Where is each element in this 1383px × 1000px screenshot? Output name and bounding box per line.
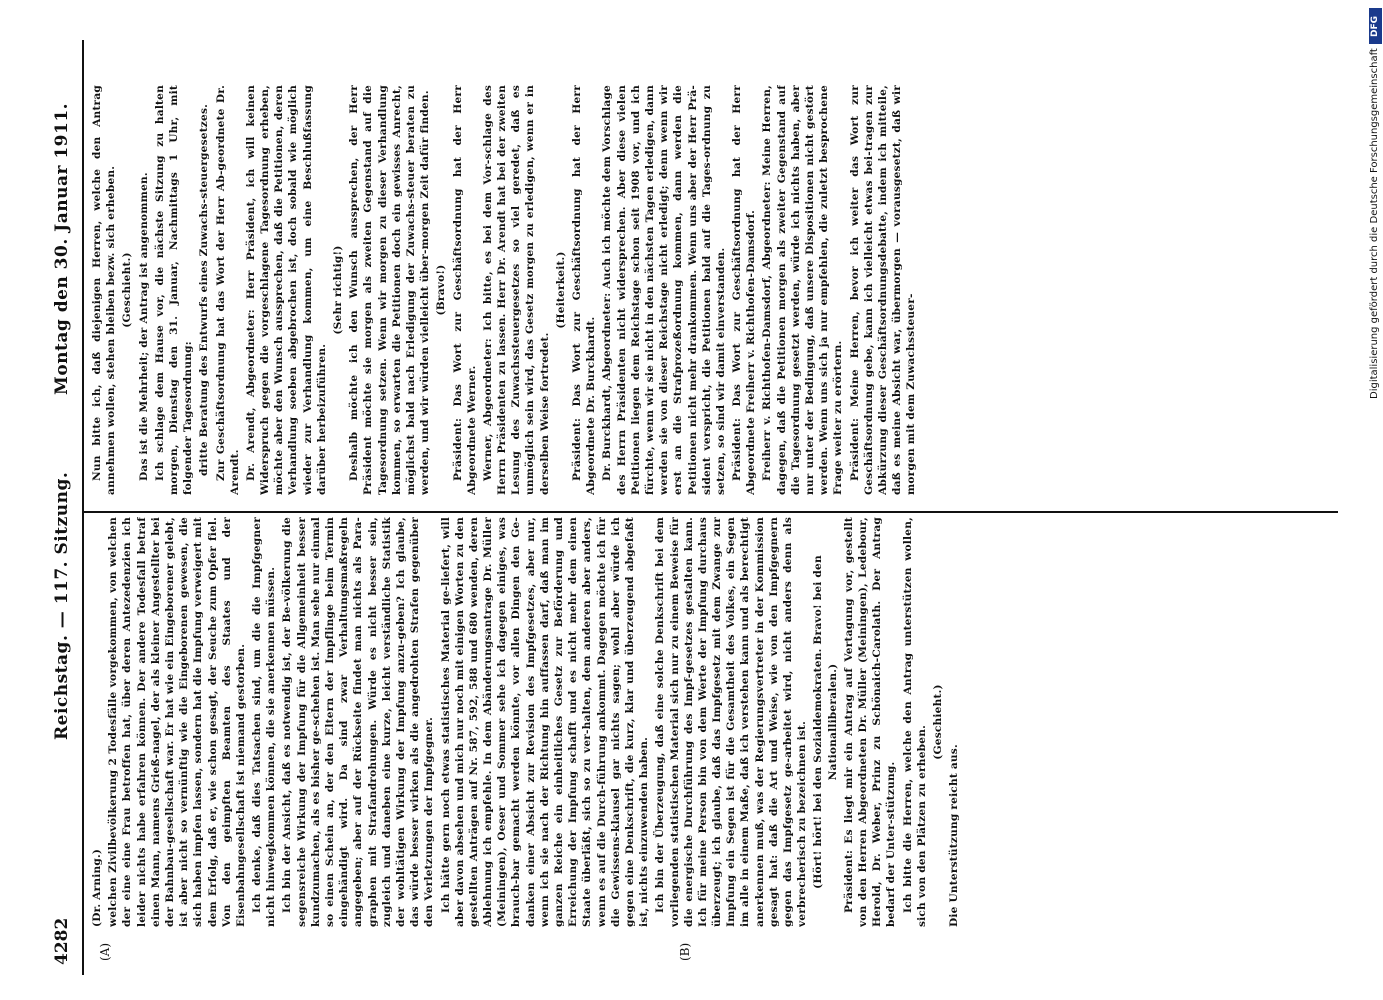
- paragraph: Zur Geschäftsordnung hat das Wort der Herr Ab-geordnete Dr. Arendt.: [214, 85, 241, 495]
- paragraph: Präsident: Meine Herren, bevor ich weiter das Wort zur Geschäftsordnung gebe, kann ich vielleicht etwas bei-tragen zur Abkürzung dieser Geschäftsordnungsdebatte, indem ich mitteile, daß es meine Absicht war, übermorgen — vorausgesetzt, daß wir morgen mit dem Zuwachssteuer-: [848, 85, 918, 495]
- right-column: [90, 85, 1330, 495]
- interjection: (Bravo!): [435, 264, 448, 316]
- dfg-logo: DFG: [1369, 8, 1382, 44]
- digitization-credit: Digitalisierung gefördert durch die Deutsche Forschungsgemeinschaft: [1369, 48, 1380, 399]
- interjection: (Geschieht.): [931, 684, 944, 760]
- paragraph: Die Unterstützung reicht aus.: [948, 744, 961, 927]
- margin-marker-b: (B): [678, 942, 692, 961]
- header-rule: [82, 40, 84, 975]
- margin-marker-a: (A): [98, 942, 112, 961]
- agenda-item: dritte Beratung des Entwurfs eines Zuwachs-steuergesetzes.: [198, 104, 211, 477]
- interjection: (Geschieht.): [121, 252, 134, 328]
- paragraph: Ich bin der Ansicht, daß es notwendig ist, der Be-völkerung die segensreiche Wirkung der Impfung für die Allgemeinheit besser kundzumachen, als es bisher ge-schehen ist. Man sehe nur einmal so einen Schein an, der den Eltern der Impflinge beim Termin eingehändigt wird. Da sind zwar Verhaltungsmaßregeln angegeben; aber auf der Rückseite findet man nichts als Para-graphen mit Strafandrohungen. Würde es nicht besser sein, zugleich und daneben eine kurze, leicht verständliche Statistik der wohltätigen Wirkung der Impfung anzu-geben? Ich glaube, das würde besser wirken als die angedrohten Strafen gegenüber den Verletzungen der Impfgegner.: [281, 517, 436, 927]
- left-column: [90, 517, 1330, 927]
- interjection: (Heiterkeit.): [554, 251, 567, 329]
- paragraph: Präsident: Das Wort zur Geschäftsordnung hat der Herr Abgeordnete Freiherr v. Richthofen-Damsdorf.: [731, 85, 758, 495]
- paragraph: Dr. Burckhardt, Abgeordneter: Auch ich möchte dem Vorschlage des Herrn Präsidenten nicht widersprechen. Aber diese vielen Petitionen liegen dem Reichstage schon seit 1908 vor, und ich fürchte, wenn wir sie nicht in den nächsten Tagen erledigen, dann werden sie von dieser Reichstage nicht erledigt; denn wenn wir erst an die Strafprozeßordnung kommen, dann werden die Petitionen nicht mehr drankommen. Wenn uns aber der Herr Prä-sident verspricht, die Petitionen bald auf die Tages-ordnung zu setzen, so sind wir damit einverstanden.: [601, 85, 727, 495]
- paragraph: Präsident: Es liegt mir ein Antrag auf Vertagung vor, gestellt von den Herren Abgeordneten Dr. Müller (Meiningen), Ledebour, Herold, Dr. Weber, Prinz zu Schönaich-Carolath. Der Antrag bedarf der Unter-stützung.: [842, 517, 898, 927]
- paragraph: Ich bin der Überzeugung, daß eine solche Denkschrift bei dem vorliegenden statistischen Material sich nur zu einem Beweise für die energische Durchführung des Impf-gesetzes gestalten kann. Ich für meine Person bin von dem Werte der Impfung durchaus überzeugt; ich glaube, daß das Impfgesetz mit dem Zwange zur Impfung ein Segen ist für die Gesamtheit des Volkes, ein Segen im alle in einem Maße, daß ich verstehen kann und als berechtigt anerkennen muß, was der Regierungsvertreter in der Kommission gesagt hat: daß die Art und Weise, wie von den Impfgegnern gegen das Impfgesetz ge-arbeitet wird, nicht anders denn als verbrecherisch zu bezeichnen ist.: [654, 517, 809, 927]
- page-number: 4282: [52, 917, 72, 965]
- paragraph: Ich hätte gern noch etwas statistisches Material ge-liefert, will aber davon absehen und mich nur noch mit einigen Worten zu den gestellten Anträgen auf Nr. 587, 592, 588 und 680 wenden, deren Ablehnung ich empfehle. In dem Abänderungsantrage Dr. Müller (Meiningen), Oeser und Sommer sehe ich dagegen einiges, was brauch-bar gemacht werden könnte, vor allen Dingen den Ge-danken einer Absicht zur Revision des Impfgesetzes, aber nur, wenn ich sie nach der Richtung hin auffassen darf, daß man im ganzen Reiche ein einheitliches Gesetz zur Beförderung und Erreichung der Impfung schafft und es nicht mehr dem einen Staate überläßt, sich so zu ver-halten, dem anderen aber anders, wenn es auf die Durch-führung ankommt. Dagegen möchte ich für die Gewissens-klausel gar nichts sagen; wohl aber würde ich gegen eine Denkschrift, die kurz, klar und überzeugend abgefaßt ist, nichts einzuwenden haben.: [439, 517, 651, 927]
- paragraph: Deshalb möchte ich den Wunsch aussprechen, der Herr Präsident möchte sie morgen als zweiten Gegenstand auf die Tagesordnung setzen. Wenn wir morgen zu dieser Verhandlung kommen, so erwarten die Petitionen doch ein gewisses Anrecht, möglichst bald nach Erledigung der Zuwachs-steuer beraten zu werden, und wir würden vielleicht über-morgen Zeit dafür finden.: [348, 85, 432, 495]
- paragraph: Ich denke, daß dies Tatsachen sind, um die die Impfgegner nicht hinwegkommen können, die sie anerkennen müssen.: [251, 517, 278, 927]
- paragraph: Präsident: Das Wort zur Geschäftsordnung hat der Herr Abgeordnete Werner.: [451, 85, 478, 495]
- session-date: Montag den 30. Januar 1911.: [52, 102, 72, 395]
- paragraph: welchen Zivilbevölkerung 2 Todesfälle vorgekommen, von welchen der eine eine Frau betroffen hat, über deren Antezedenzien ich leider nichts habe erfahren können. Der andere Todesfall betraf einen Mann, namens Grieß-nagel, der als kleiner Angestellter bei der Bahnbau-gesellschaft war. Er hat wie ein Eingeborener gelebt, ist aber nicht so vernünftig wie die Eingeborenen gewesen, die sich haben impfen lassen, sondern hat die Impfung verweigert mit dem Erfolg, daß er, wie schon gesagt, der Seuche zum Opfer fiel. Von den geimpften Beamten des Staates und der Eisenbahngesellschaft ist niemand gestorben.: [107, 517, 247, 927]
- paragraph: Dr. Arendt, Abgeordneter: Herr Präsident, ich will keinen Widerspruch gegen die vorgeschlagene Tagesordnung erheben, möchte aber den Wunsch aussprechen, daß die Petitionen, deren Verhandlung soeben abgebrochen ist, doch sobald wie möglich wieder zur Verhandlung kommen, um eine Beschlußfassung darüber herbeizuführen.: [244, 85, 328, 495]
- paragraph: Das ist die Mehrheit; der Antrag ist angenommen.: [137, 172, 150, 481]
- paragraph: Werner, Abgeordneter: Ich bitte, es bei dem Vor-schlage des Herrn Präsidenten zu lassen. Herr Dr. Arendt hat bei der zweiten Lesung des Zuwachssteuergesetzes so viel geredet, daß es unmöglich sein wird, das Gesetz morgen zu erledigen, wenn er in derselben Weise fortredet.: [481, 85, 551, 495]
- interjection: (Hört! hört! bei den Sozialdemokraten. Bravo! bei den Nationalliberalen.): [812, 555, 839, 889]
- interjection: (Sehr richtig!): [332, 245, 344, 335]
- session-title: Reichstag. — 117. Sitzung.: [52, 471, 72, 740]
- paragraph: Ich schlage dem Hause vor, die nächste Sitzung zu halten morgen, Dienstag den 31. Januar, Nachmittags 1 Uhr, mit folgender Tagesordnung:: [153, 85, 195, 495]
- paragraph: Nun bitte ich, daß diejenigen Herren, welche den Antrag annehmen wollen, stehen bleiben bezw. sich erheben.: [91, 85, 118, 495]
- paragraph: Präsident: Das Wort zur Geschäftsordnung hat der Herr Abgeordnete Dr. Burckhardt.: [571, 85, 598, 495]
- page-header: [38, 40, 84, 975]
- paragraph: Freiherr v. Richthofen-Damsdorf, Abgeordneter: Meine Herren, dagegen, daß die Petitionen morgen als zweiter Gegenstand auf die Tagesordnung gesetzt werden, würde ich nichts haben, aber nur unter der Bedingung, daß unsere Dispositionen nicht gestört werden. Wenn uns sich ja nur empfehlen, die zuletzt besprochene Frage weiter zu erörtern.: [761, 85, 845, 495]
- column-divider: [84, 511, 1338, 513]
- document-page: [38, 40, 1338, 975]
- paragraph: Ich bitte die Herren, welche den Antrag unterstützen wollen, sich von den Plätzen zu erheben.: [901, 517, 928, 927]
- speaker-note: (Dr. Arning.): [91, 848, 103, 927]
